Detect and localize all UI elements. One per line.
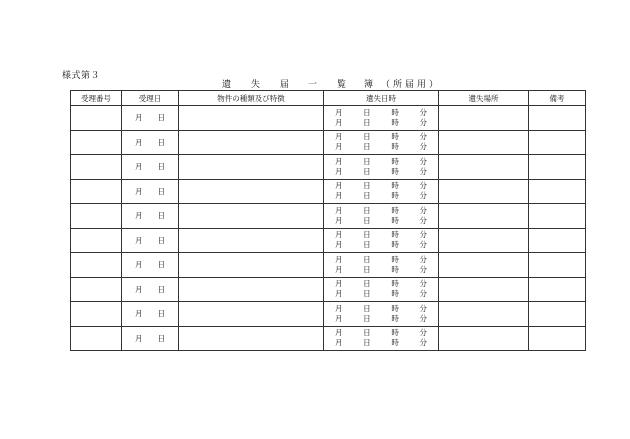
lost-place-cell[interactable] (439, 228, 529, 253)
datetime-line (335, 167, 427, 177)
lost-place-cell[interactable] (439, 326, 529, 351)
datetime-line (335, 206, 427, 216)
month-label: 月 (335, 328, 343, 338)
datetime-line (335, 314, 427, 324)
table-row (71, 302, 586, 327)
title-char: 所 (393, 80, 403, 90)
lost-datetime-cell[interactable] (324, 179, 439, 204)
header-row (71, 91, 586, 106)
table-row (71, 106, 586, 131)
month-label: 月 (335, 240, 343, 250)
month-label: 月 (335, 215, 343, 225)
table-row (71, 228, 586, 253)
month-label: 月 (135, 211, 143, 221)
receipt-number-cell[interactable] (71, 155, 122, 180)
column-header-receipt-date: 受理日 (122, 91, 179, 106)
hour-label: 時 (391, 264, 399, 274)
hour-label: 時 (391, 181, 399, 191)
title-char: 届 (405, 80, 415, 90)
receipt-date-month-day (135, 161, 165, 172)
minute-label: 分 (419, 156, 427, 166)
column-header-lost-place: 遺失場所 (439, 91, 529, 106)
item-description-cell[interactable] (179, 179, 324, 204)
receipt-date-cell[interactable] (122, 130, 179, 155)
receipt-date-cell[interactable] (122, 106, 179, 131)
day-label: 日 (157, 186, 165, 196)
month-label: 月 (335, 264, 343, 274)
datetime-line (335, 265, 427, 275)
hour-label: 時 (391, 156, 399, 166)
month-label: 月 (335, 117, 343, 127)
day-label: 日 (157, 211, 165, 221)
day-label: 日 (363, 230, 371, 240)
minute-label: 分 (419, 328, 427, 338)
hour-label: 時 (391, 205, 399, 215)
title-char: 覧 (337, 80, 347, 90)
hour-label: 時 (391, 303, 399, 313)
remarks-cell[interactable] (529, 130, 586, 155)
title-char: ） (429, 80, 439, 90)
month-label: 月 (335, 191, 343, 201)
receipt-number-cell[interactable] (71, 130, 122, 155)
item-description-cell[interactable] (179, 253, 324, 278)
lost-property-ledger-table (70, 90, 586, 351)
hour-label: 時 (391, 117, 399, 127)
day-label: 日 (363, 303, 371, 313)
minute-label: 分 (419, 142, 427, 152)
day-label: 日 (363, 264, 371, 274)
day-label: 日 (363, 205, 371, 215)
datetime-line (335, 240, 427, 250)
minute-label: 分 (419, 240, 427, 250)
month-label: 月 (135, 309, 143, 319)
remarks-cell[interactable] (529, 106, 586, 131)
table-row (71, 277, 586, 302)
receipt-number-cell[interactable] (71, 253, 122, 278)
day-label: 日 (363, 289, 371, 299)
receipt-number-cell[interactable] (71, 179, 122, 204)
receipt-date-month-day (135, 259, 165, 270)
hour-label: 時 (391, 107, 399, 117)
column-header-lost-datetime: 遺失日時 (324, 91, 439, 106)
lost-datetime-cell[interactable] (324, 326, 439, 351)
day-label: 日 (363, 313, 371, 323)
month-label: 月 (335, 107, 343, 117)
month-label: 月 (335, 230, 343, 240)
day-label: 日 (363, 181, 371, 191)
day-label: 日 (363, 240, 371, 250)
receipt-date-cell[interactable] (122, 277, 179, 302)
month-label: 月 (135, 260, 143, 270)
datetime-line (335, 191, 427, 201)
column-header-remarks: 備考 (529, 91, 586, 106)
lost-datetime-cell[interactable] (324, 277, 439, 302)
hour-label: 時 (391, 289, 399, 299)
month-label: 月 (335, 254, 343, 264)
minute-label: 分 (419, 107, 427, 117)
remarks-cell[interactable] (529, 228, 586, 253)
hour-label: 時 (391, 215, 399, 225)
remarks-cell[interactable] (529, 179, 586, 204)
hour-label: 時 (391, 328, 399, 338)
title-char: 失 (251, 80, 261, 90)
remarks-cell[interactable] (529, 326, 586, 351)
lost-datetime-cell[interactable] (324, 228, 439, 253)
hour-label: 時 (391, 338, 399, 348)
title-char: 一 (308, 80, 318, 90)
minute-label: 分 (419, 215, 427, 225)
datetime-line (335, 338, 427, 348)
receipt-number-cell[interactable] (71, 228, 122, 253)
minute-label: 分 (419, 254, 427, 264)
receipt-date-month-day (135, 186, 165, 197)
title-char: 遺 (222, 80, 232, 90)
remarks-cell[interactable] (529, 204, 586, 229)
day-label: 日 (363, 254, 371, 264)
datetime-line (335, 108, 427, 118)
minute-label: 分 (419, 264, 427, 274)
datetime-line (335, 230, 427, 240)
minute-label: 分 (419, 230, 427, 240)
datetime-line (335, 118, 427, 128)
receipt-date-month-day (135, 235, 165, 246)
lost-datetime-cell[interactable] (324, 130, 439, 155)
receipt-number-cell[interactable] (71, 204, 122, 229)
receipt-number-cell[interactable] (71, 302, 122, 327)
receipt-date-cell[interactable] (122, 204, 179, 229)
datetime-line (335, 304, 427, 314)
receipt-date-month-day (135, 308, 165, 319)
day-label: 日 (157, 333, 165, 343)
datetime-line (335, 181, 427, 191)
month-label: 月 (335, 338, 343, 348)
hour-label: 時 (391, 279, 399, 289)
minute-label: 分 (419, 132, 427, 142)
remarks-cell[interactable] (529, 302, 586, 327)
lost-datetime-cell[interactable] (324, 253, 439, 278)
hour-label: 時 (391, 254, 399, 264)
receipt-number-cell[interactable] (71, 277, 122, 302)
item-description-cell[interactable] (179, 106, 324, 131)
receipt-date-month-day (135, 112, 165, 123)
remarks-cell[interactable] (529, 253, 586, 278)
month-label: 月 (135, 235, 143, 245)
month-label: 月 (335, 156, 343, 166)
minute-label: 分 (419, 191, 427, 201)
datetime-line (335, 157, 427, 167)
day-label: 日 (363, 328, 371, 338)
day-label: 日 (157, 113, 165, 123)
lost-place-cell[interactable] (439, 179, 529, 204)
minute-label: 分 (419, 166, 427, 176)
day-label: 日 (157, 162, 165, 172)
month-label: 月 (335, 205, 343, 215)
lost-place-cell[interactable] (439, 130, 529, 155)
hour-label: 時 (391, 230, 399, 240)
item-description-cell[interactable] (179, 228, 324, 253)
form-number: 様式第３ (62, 71, 101, 81)
minute-label: 分 (419, 279, 427, 289)
item-description-cell[interactable] (179, 204, 324, 229)
remarks-cell[interactable] (529, 155, 586, 180)
receipt-date-cell[interactable] (122, 253, 179, 278)
minute-label: 分 (419, 338, 427, 348)
day-label: 日 (363, 107, 371, 117)
table-row (71, 155, 586, 180)
day-label: 日 (363, 338, 371, 348)
receipt-date-cell[interactable] (122, 179, 179, 204)
item-description-cell[interactable] (179, 155, 324, 180)
table-row (71, 253, 586, 278)
title-char: （ (381, 80, 391, 90)
datetime-line (335, 279, 427, 289)
datetime-line (335, 216, 427, 226)
day-label: 日 (363, 166, 371, 176)
remarks-cell[interactable] (529, 277, 586, 302)
day-label: 日 (363, 279, 371, 289)
lost-place-cell[interactable] (439, 277, 529, 302)
hour-label: 時 (391, 142, 399, 152)
title-char: 用 (417, 80, 427, 90)
item-description-cell[interactable] (179, 277, 324, 302)
receipt-date-cell[interactable] (122, 228, 179, 253)
title-char: 届 (280, 80, 290, 90)
month-label: 月 (335, 132, 343, 142)
receipt-date-month-day (135, 137, 165, 148)
receipt-date-month-day (135, 284, 165, 295)
month-label: 月 (335, 166, 343, 176)
day-label: 日 (363, 191, 371, 201)
day-label: 日 (157, 284, 165, 294)
day-label: 日 (363, 132, 371, 142)
receipt-date-cell[interactable] (122, 326, 179, 351)
table-row (71, 204, 586, 229)
datetime-line (335, 132, 427, 142)
datetime-line (335, 328, 427, 338)
month-label: 月 (135, 186, 143, 196)
item-description-cell[interactable] (179, 302, 324, 327)
lost-place-cell[interactable] (439, 204, 529, 229)
column-header-receipt-number: 受理番号 (71, 91, 122, 106)
title-char: 簿 (364, 80, 374, 90)
hour-label: 時 (391, 191, 399, 201)
month-label: 月 (335, 142, 343, 152)
datetime-line (335, 255, 427, 265)
day-label: 日 (157, 137, 165, 147)
lost-datetime-cell[interactable] (324, 106, 439, 131)
day-label: 日 (363, 215, 371, 225)
lost-place-cell[interactable] (439, 106, 529, 131)
minute-label: 分 (419, 289, 427, 299)
lost-place-cell[interactable] (439, 253, 529, 278)
month-label: 月 (135, 333, 143, 343)
receipt-date-month-day (135, 333, 165, 344)
minute-label: 分 (419, 181, 427, 191)
receipt-date-cell[interactable] (122, 155, 179, 180)
day-label: 日 (363, 156, 371, 166)
day-label: 日 (363, 117, 371, 127)
lost-datetime-cell[interactable] (324, 155, 439, 180)
hour-label: 時 (391, 313, 399, 323)
minute-label: 分 (419, 205, 427, 215)
month-label: 月 (135, 113, 143, 123)
month-label: 月 (335, 289, 343, 299)
day-label: 日 (157, 309, 165, 319)
datetime-line (335, 289, 427, 299)
table-row (71, 130, 586, 155)
day-label: 日 (157, 260, 165, 270)
column-header-item-description: 物件の種類及び特徴 (179, 91, 324, 106)
hour-label: 時 (391, 132, 399, 142)
minute-label: 分 (419, 303, 427, 313)
month-label: 月 (335, 181, 343, 191)
minute-label: 分 (419, 117, 427, 127)
month-label: 月 (335, 279, 343, 289)
day-label: 日 (157, 235, 165, 245)
receipt-date-month-day (135, 210, 165, 221)
lost-datetime-cell[interactable] (324, 302, 439, 327)
lost-datetime-cell[interactable] (324, 204, 439, 229)
month-label: 月 (335, 303, 343, 313)
day-label: 日 (363, 142, 371, 152)
item-description-cell[interactable] (179, 326, 324, 351)
hour-label: 時 (391, 240, 399, 250)
month-label: 月 (135, 162, 143, 172)
receipt-date-cell[interactable] (122, 302, 179, 327)
month-label: 月 (135, 137, 143, 147)
month-label: 月 (135, 284, 143, 294)
receipt-number-cell[interactable] (71, 106, 122, 131)
lost-place-cell[interactable] (439, 302, 529, 327)
month-label: 月 (335, 313, 343, 323)
receipt-number-cell[interactable] (71, 326, 122, 351)
item-description-cell[interactable] (179, 130, 324, 155)
table-row (71, 326, 586, 351)
lost-place-cell[interactable] (439, 155, 529, 180)
hour-label: 時 (391, 166, 399, 176)
datetime-line (335, 142, 427, 152)
minute-label: 分 (419, 313, 427, 323)
table-row (71, 179, 586, 204)
